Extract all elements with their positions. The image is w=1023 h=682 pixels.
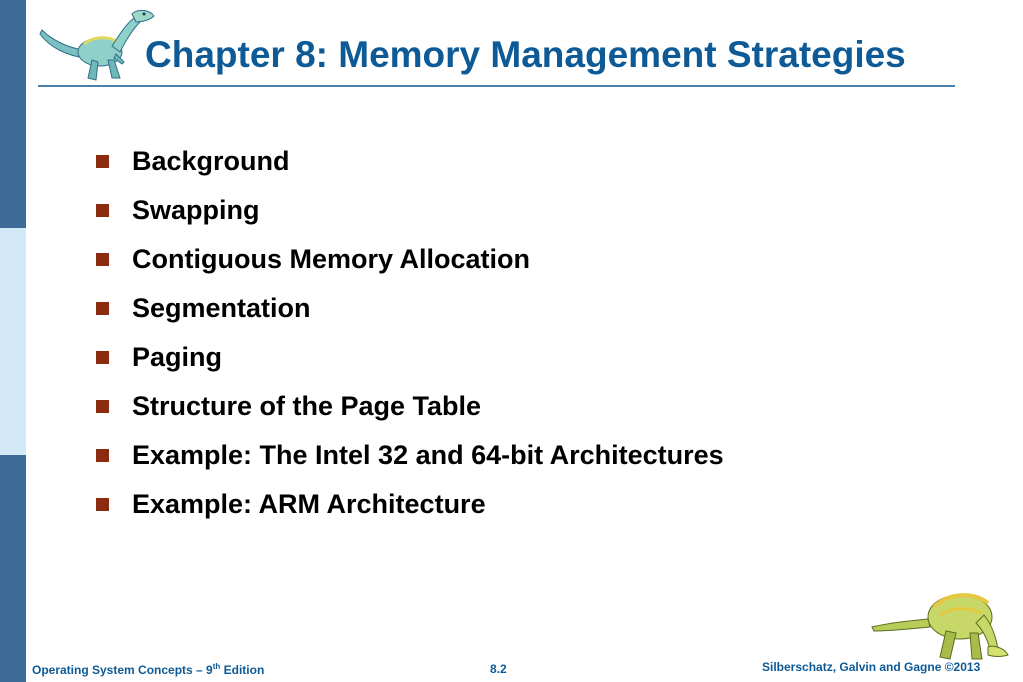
square-bullet-icon (96, 400, 109, 413)
bullet-text: Example: The Intel 32 and 64-bit Architectures (132, 440, 724, 470)
list-item (96, 386, 724, 435)
list-item (96, 239, 724, 288)
footer-page-number: 8.2 (490, 662, 507, 676)
square-bullet-icon (96, 155, 109, 168)
dinosaur-icon (868, 585, 1016, 665)
footer-book-prefix: Operating System Concepts – 9 (32, 663, 213, 677)
footer-edition-superscript: th (212, 662, 221, 671)
side-bar-bottom-segment (0, 455, 26, 682)
bullet-list (96, 141, 724, 533)
bullet-text: Swapping (132, 195, 260, 225)
bullet-text: Background (132, 146, 290, 176)
list-item (96, 337, 724, 386)
dinosaur-icon (34, 4, 158, 84)
footer-copyright: Silberschatz, Galvin and Gagne ©2013 (762, 660, 981, 674)
list-item (96, 190, 724, 239)
square-bullet-icon (96, 302, 109, 315)
bullet-text: Contiguous Memory Allocation (132, 244, 530, 274)
side-bar-top-segment (0, 0, 26, 228)
square-bullet-icon (96, 351, 109, 364)
page-title: Chapter 8: Memory Management Strategies (145, 34, 906, 75)
footer-book-suffix: Edition (220, 663, 265, 677)
list-item (96, 288, 724, 337)
footer-book-title (32, 662, 264, 677)
bullet-text: Paging (132, 342, 223, 372)
bullet-text: Example: ARM Architecture (132, 489, 486, 519)
square-bullet-icon (96, 498, 109, 511)
square-bullet-icon (96, 204, 109, 217)
square-bullet-icon (96, 449, 109, 462)
bullet-text: Structure of the Page Table (132, 391, 482, 421)
list-item (96, 435, 724, 484)
title-divider (38, 85, 955, 87)
square-bullet-icon (96, 253, 109, 266)
bullet-text: Segmentation (132, 293, 311, 323)
list-item (96, 484, 724, 533)
side-bar-middle-segment (0, 228, 26, 455)
side-bar (0, 0, 26, 682)
list-item (96, 141, 724, 190)
